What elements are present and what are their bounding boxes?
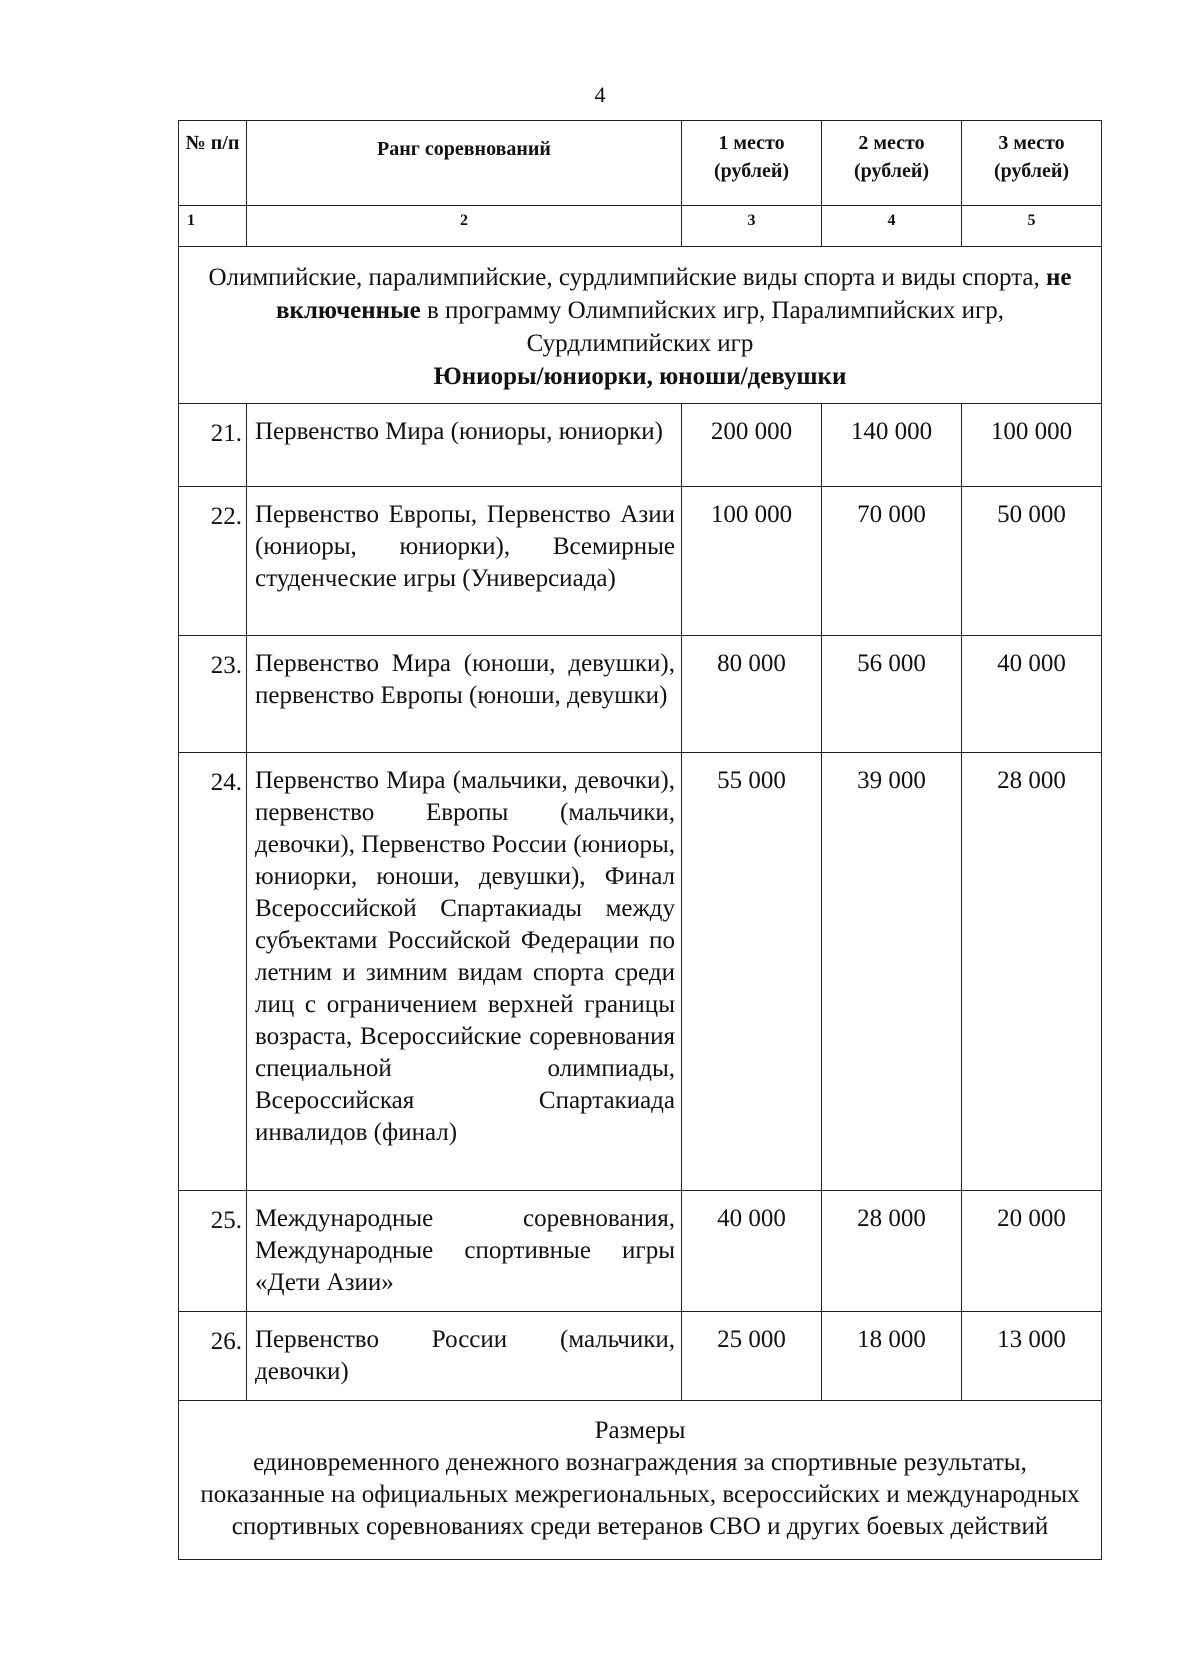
column-number: 4 bbox=[822, 206, 962, 247]
table-row bbox=[179, 1191, 1102, 1312]
table-row bbox=[179, 636, 1102, 753]
column-number: 1 bbox=[179, 206, 247, 247]
column-number: 3 bbox=[682, 206, 822, 247]
place2-amount: 140 000 bbox=[822, 404, 962, 487]
column-number: 5 bbox=[962, 206, 1102, 247]
place1-amount: 80 000 bbox=[682, 636, 822, 753]
header-place2: 2 место (рублей) bbox=[822, 121, 962, 206]
section-text-bold: не включенные bbox=[275, 264, 1072, 324]
section-subtitle: Юниоры/юниорки, юноши/девушки bbox=[433, 363, 847, 390]
footer-section-row bbox=[179, 1401, 1102, 1560]
footer-text: единовременного денежного вознаграждения за спортивные результаты, показанные на официальных межрегиональных, всероссийских и международных спортивных соревнованиях среди ветеранов СВО и других боевых действий bbox=[200, 1449, 1080, 1540]
competition-name: Первенство Мира (юниоры, юниорки) bbox=[247, 404, 682, 487]
place2-amount: 56 000 bbox=[822, 636, 962, 753]
section-heading bbox=[179, 247, 1102, 404]
table-row bbox=[179, 753, 1102, 1191]
competition-name: Первенство России (мальчики, девочки) bbox=[247, 1312, 682, 1401]
place3-amount: 20 000 bbox=[962, 1191, 1102, 1312]
section-text-part1: Олимпийские, паралимпийские, сурдлимпийские виды спорта и виды спорта, bbox=[208, 264, 1047, 291]
place3-amount: 50 000 bbox=[962, 487, 1102, 636]
row-number: 26. bbox=[179, 1312, 247, 1401]
row-number: 21. bbox=[179, 404, 247, 487]
table-row bbox=[179, 1312, 1102, 1401]
place1-amount: 25 000 bbox=[682, 1312, 822, 1401]
footer-title: Размеры bbox=[594, 1417, 686, 1444]
place2-amount: 39 000 bbox=[822, 753, 962, 1191]
place1-amount: 40 000 bbox=[682, 1191, 822, 1312]
table-header-row bbox=[179, 121, 1102, 206]
place3-amount: 100 000 bbox=[962, 404, 1102, 487]
column-number: 2 bbox=[247, 206, 682, 247]
column-numbers-row bbox=[179, 206, 1102, 247]
place1-amount: 100 000 bbox=[682, 487, 822, 636]
place3-amount: 40 000 bbox=[962, 636, 1102, 753]
section-heading-row bbox=[179, 247, 1102, 404]
row-number: 25. bbox=[179, 1191, 247, 1312]
row-number: 22. bbox=[179, 487, 247, 636]
place2-amount: 70 000 bbox=[822, 487, 962, 636]
page-number: 4 bbox=[594, 82, 606, 107]
place2-amount: 18 000 bbox=[822, 1312, 962, 1401]
footer-section bbox=[179, 1401, 1102, 1560]
competition-name: Первенство Мира (юноши, девушки), первенство Европы (юноши, девушки) bbox=[247, 636, 682, 753]
row-number: 24. bbox=[179, 753, 247, 1191]
place1-amount: 55 000 bbox=[682, 753, 822, 1191]
table-row bbox=[179, 487, 1102, 636]
row-number: 23. bbox=[179, 636, 247, 753]
competition-name: Международные соревнования, Международные спортивные игры «Дети Азии» bbox=[247, 1191, 682, 1312]
header-place3: 3 место (рублей) bbox=[962, 121, 1102, 206]
place3-amount: 13 000 bbox=[962, 1312, 1102, 1401]
competition-name: Первенство Мира (мальчики, девочки), первенство Европы (мальчики, девочки), Первенство России (юниоры, юниорки, юноши, девушки), Финал Всероссийской Спартакиады между субъектами Российской Федерации по летним и зимним видам спорта среди лиц с ограничением верхней границы возраста, Всероссийские соревнования специальной олимпиады, Всероссийская Спартакиада инвалидов (финал) bbox=[247, 753, 682, 1191]
place1-amount: 200 000 bbox=[682, 404, 822, 487]
section-text-part2: в программу Олимпийских игр, Паралимпийских игр, Сурдлимпийских игр bbox=[420, 297, 1005, 357]
table-row bbox=[179, 404, 1102, 487]
competition-name: Первенство Европы, Первенство Азии (юниоры, юниорки), Всемирные студенческие игры (Универсиада) bbox=[247, 487, 682, 636]
header-rank: Ранг соревнований bbox=[247, 121, 682, 206]
place2-amount: 28 000 bbox=[822, 1191, 962, 1312]
header-num: № п/п bbox=[179, 121, 247, 206]
awards-table bbox=[178, 120, 1102, 1560]
header-place1: 1 место (рублей) bbox=[682, 121, 822, 206]
place3-amount: 28 000 bbox=[962, 753, 1102, 1191]
